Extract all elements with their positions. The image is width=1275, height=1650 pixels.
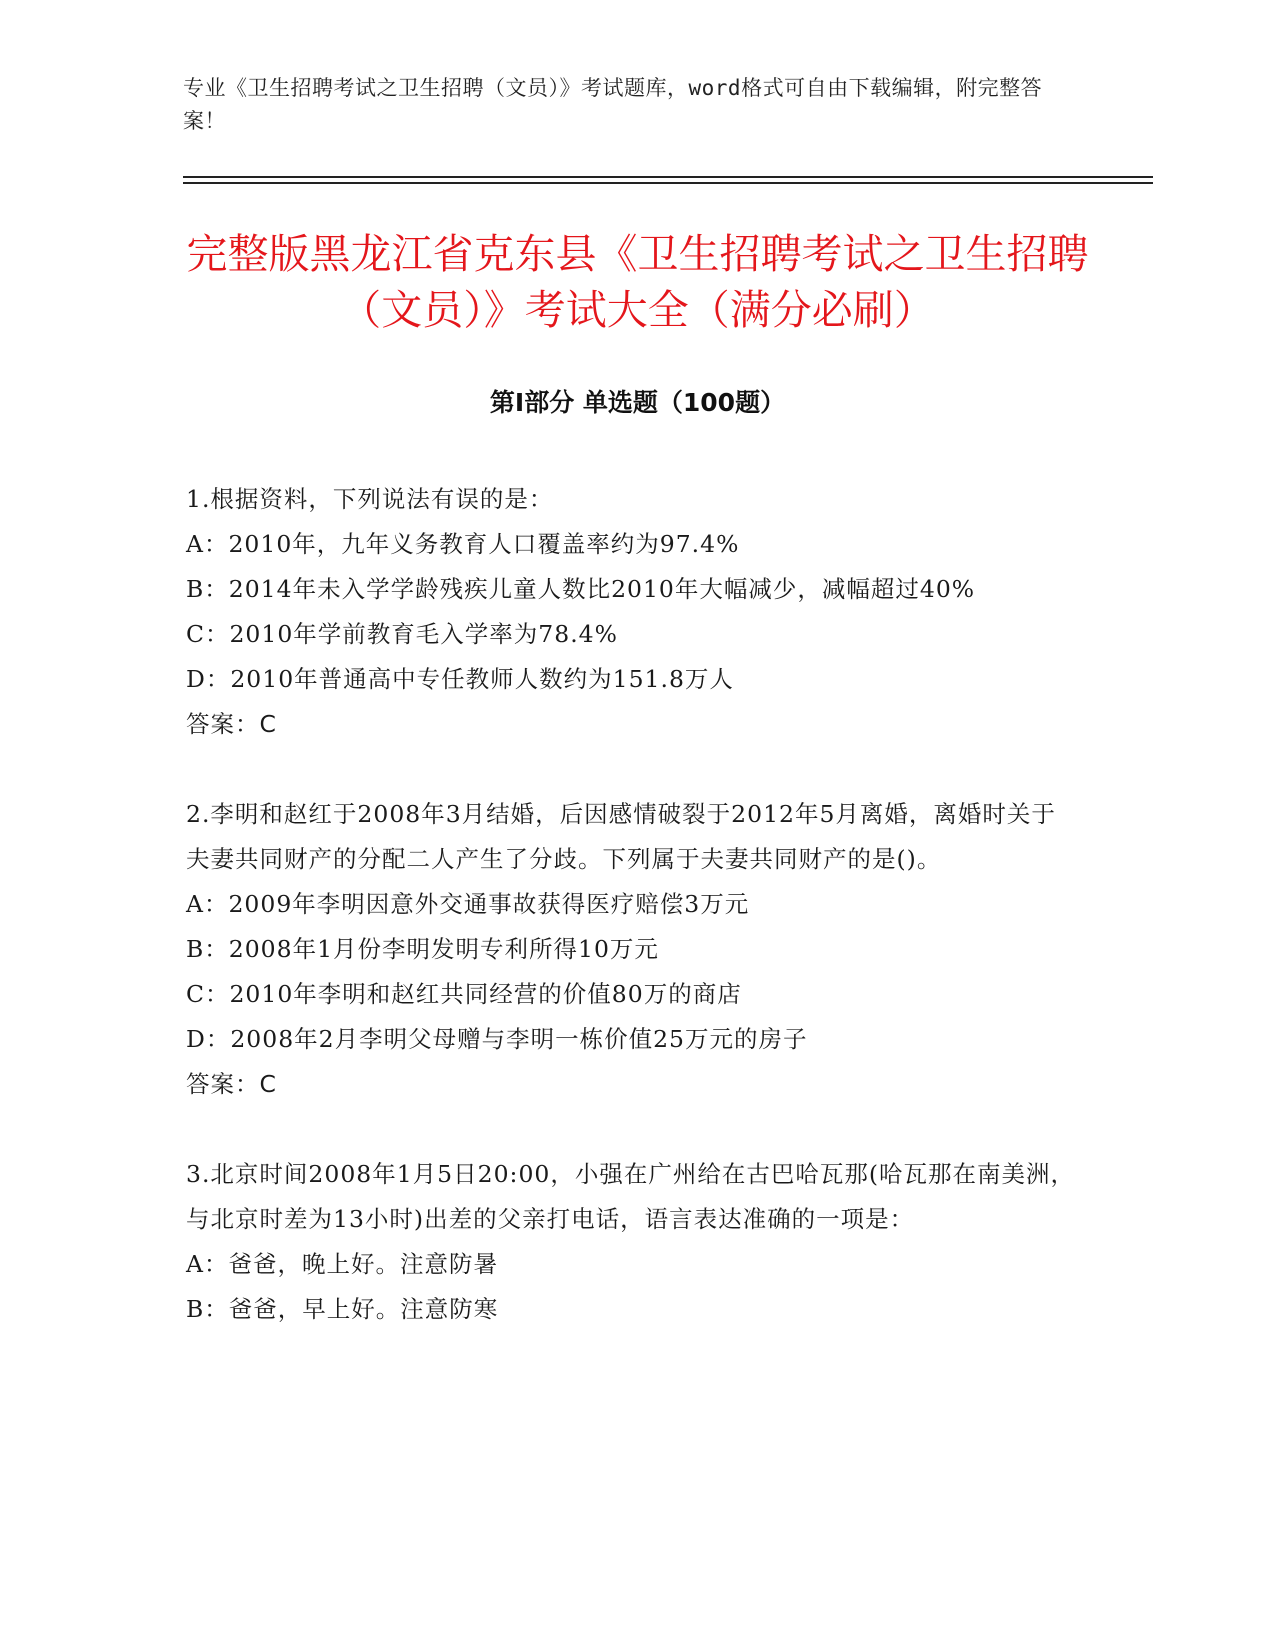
section-title: 第I部分 单选题（100题） [489, 388, 786, 417]
question-list [186, 477, 1076, 1377]
question-3 [186, 1152, 1076, 1332]
question-option-c: C：2010年李明和赵红共同经营的价值80万的商店 [186, 980, 742, 1008]
header-note: 专业《卫生招聘考试之卫生招聘（文员）》考试题库，word格式可自由下载编辑，附完整答案！ [183, 76, 1043, 133]
question-option-c: C：2010年学前教育毛入学率为78.4% [186, 620, 618, 648]
question-option-b: B：2008年1月份李明发明专利所得10万元 [186, 935, 659, 963]
document-title: 完整版黑龙江省克东县《卫生招聘考试之卫生招聘（文员）》考试大全（满分必刷） [186, 230, 1089, 334]
question-option-a: A：爸爸，晚上好。注意防暑 [186, 1250, 498, 1278]
question-option-d: D：2008年2月李明父母赠与李明一栋价值25万元的房子 [186, 1025, 808, 1053]
question-option-a: A：2009年李明因意外交通事故获得医疗赔偿3万元 [186, 890, 750, 918]
question-option-b: B：爸爸，早上好。注意防寒 [186, 1295, 499, 1323]
header-divider-top [183, 176, 1153, 178]
question-stem: 3.北京时间2008年1月5日20:00，小强在广州给在古巴哈瓦那(哈瓦那在南美洲，与北京时差为13小时)出差的父亲打电话，语言表达准确的一项是： [186, 1160, 1076, 1233]
question-option-a: A：2010年，九年义务教育人口覆盖率约为97.4% [186, 530, 740, 558]
question-option-d: D：2010年普通高中专任教师人数约为151.8万人 [186, 665, 734, 693]
question-option-b: B：2014年未入学学龄残疾儿童人数比2010年大幅减少，减幅超过40% [186, 575, 976, 603]
header-divider-bottom [183, 182, 1153, 184]
question-answer: 答案：C [186, 1070, 277, 1098]
question-stem: 2.李明和赵红于2008年3月结婚，后因感情破裂于2012年5月离婚，离婚时关于夫妻共同财产的分配二人产生了分歧。下列属于夫妻共同财产的是()。 [186, 800, 1056, 873]
question-stem: 1.根据资料，下列说法有误的是： [186, 485, 554, 513]
question-1 [186, 477, 1076, 747]
question-answer: 答案：C [186, 710, 277, 738]
question-2 [186, 792, 1076, 1107]
